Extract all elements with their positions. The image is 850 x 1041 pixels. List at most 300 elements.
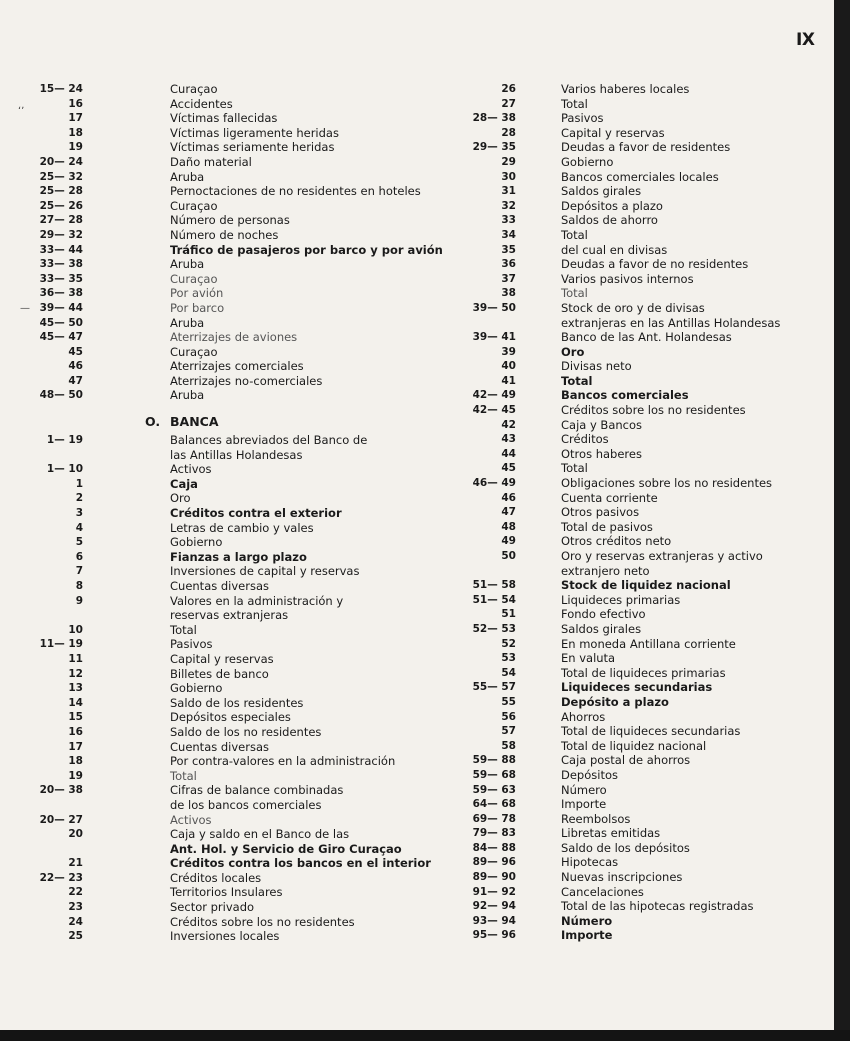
entry-text: Créditos contra el exterior	[170, 506, 342, 521]
entry-number: 69— 78	[472, 812, 516, 825]
entry-text: Número de noches	[170, 227, 279, 242]
entry-number: 45	[68, 345, 83, 358]
entry-text: Balances abreviados del Banco de	[170, 433, 368, 448]
entry-number: 14	[68, 696, 83, 709]
entry-text: Deudas a favor de no residentes	[561, 257, 749, 272]
index-entry	[440, 403, 834, 418]
entry-text: Activos	[170, 462, 212, 477]
index-entry	[0, 184, 440, 199]
entry-number: 79— 83	[472, 827, 516, 840]
index-entry	[440, 330, 834, 345]
entry-text: Total de pasivos	[561, 519, 653, 534]
entry-number: 6	[75, 550, 83, 563]
index-entry	[440, 724, 834, 739]
entry-number: 25	[68, 930, 83, 943]
margin-mark: ʻʼ	[18, 106, 25, 117]
entry-number: 47	[501, 506, 516, 519]
entry-text: Caja y Bancos	[561, 417, 643, 432]
index-entry	[440, 870, 834, 885]
entry-text: Número	[561, 913, 613, 928]
entry-number: 20	[68, 828, 83, 841]
entry-text: Oro y reservas extranjeras y activo	[561, 549, 763, 563]
entry-text: Pasivos	[170, 637, 213, 652]
index-entry	[0, 506, 440, 521]
right-column	[440, 82, 834, 943]
entry-text: Cifras de balance combinadas	[170, 783, 344, 798]
entry-number: 16	[68, 725, 83, 738]
index-entry	[0, 900, 440, 915]
entry-text: Saldo de los residentes	[170, 695, 304, 710]
entry-number: 42— 45	[472, 404, 516, 417]
entry-text: Total	[170, 622, 197, 637]
index-entry	[0, 521, 440, 536]
entry-number: 20— 27	[39, 813, 83, 826]
entry-text: Deudas a favor de residentes	[561, 140, 731, 155]
entry-text: Activos	[170, 812, 212, 827]
entry-text: Bancos comerciales	[561, 388, 689, 403]
entry-number: 5	[75, 536, 83, 549]
entry-number: 47	[68, 374, 83, 387]
entry-text: Créditos contra los bancos en el interior	[170, 856, 431, 871]
entry-number: 51— 54	[472, 593, 516, 606]
index-entry	[440, 841, 834, 856]
entry-number: 38	[501, 287, 516, 300]
index-entry	[440, 97, 834, 112]
index-entry	[0, 111, 440, 126]
section-heading	[0, 414, 440, 429]
entry-number: 29— 32	[39, 228, 83, 241]
entry-number: 49	[501, 535, 516, 548]
entry-number: 46	[501, 491, 516, 504]
index-entry	[440, 272, 834, 287]
entry-number: 84— 88	[472, 841, 516, 854]
index-entry	[0, 579, 440, 594]
entry-text: Depósitos especiales	[170, 710, 291, 725]
entry-number: 36	[501, 258, 516, 271]
left-column	[0, 82, 443, 944]
index-entry	[440, 155, 834, 170]
index-entry	[440, 213, 834, 228]
entry-text: Fianzas a largo plazo	[170, 549, 307, 564]
entry-text: Cuentas diversas	[170, 739, 270, 754]
entry-number: 35	[501, 243, 516, 256]
index-entry	[440, 170, 834, 185]
entry-number: 18	[68, 755, 83, 768]
entry-text: Total	[561, 227, 588, 242]
index-entry	[440, 286, 834, 301]
entry-text: Sector privado	[170, 900, 255, 915]
entry-number: 17	[68, 112, 83, 125]
index-entry	[440, 783, 834, 798]
entry-text: Hipotecas	[561, 855, 619, 870]
index-entry	[0, 301, 440, 316]
entry-number: 45— 47	[39, 331, 83, 344]
index-entry	[0, 448, 440, 463]
entry-text: Fondo efectivo	[561, 607, 646, 622]
entry-number: 8	[75, 580, 83, 592]
entry-number: 2	[75, 492, 83, 505]
entry-number: 46— 49	[472, 477, 516, 490]
entry-number: 26	[501, 83, 516, 95]
entry-number: 92— 94	[472, 900, 516, 913]
index-entry	[0, 769, 440, 784]
entry-number: 89— 90	[472, 871, 516, 884]
index-entry	[0, 652, 440, 667]
index-entry	[0, 286, 440, 301]
entry-number: 1— 10	[46, 463, 83, 476]
index-entry	[0, 885, 440, 900]
entry-number: 15	[68, 711, 83, 724]
entry-text: Total de liquideces primarias	[561, 665, 726, 680]
entry-number: 37	[501, 272, 516, 285]
entry-text: Curaçao	[170, 82, 218, 96]
entry-number: 64— 68	[472, 798, 516, 811]
index-entry	[440, 476, 834, 491]
index-entry	[440, 491, 834, 506]
index-entry	[0, 199, 440, 214]
index-entry	[0, 740, 440, 755]
entry-text: Letras de cambio y vales	[170, 520, 314, 535]
entry-number: 24	[68, 915, 83, 928]
index-entry	[0, 477, 440, 492]
entry-text: Varios haberes locales	[561, 82, 690, 96]
index-entry	[0, 696, 440, 711]
entry-text: Daño material	[170, 154, 252, 169]
entry-number: 59— 68	[472, 768, 516, 781]
entry-number: 52— 53	[472, 622, 516, 635]
entry-number: 44	[501, 447, 516, 460]
entry-number: 54	[501, 666, 516, 679]
index-entry	[440, 578, 834, 593]
entry-number: 20— 38	[39, 784, 83, 797]
index-entry	[0, 272, 440, 287]
index-entry	[440, 418, 834, 433]
index-entry	[440, 899, 834, 914]
entry-text: extranjeras en las Antillas Holandesas	[561, 315, 781, 330]
entry-text: Pasivos	[561, 111, 604, 126]
entry-number: 21	[68, 857, 83, 870]
entry-text: Total	[170, 768, 197, 783]
entry-text: Número de personas	[170, 213, 290, 228]
entry-text: Saldo de los depósitos	[561, 840, 690, 855]
entry-text: Víctimas ligeramente heridas	[170, 125, 339, 140]
index-entry	[440, 710, 834, 725]
index-entry	[0, 433, 440, 448]
entry-number: 20— 24	[39, 155, 83, 168]
entry-number: 93— 94	[472, 914, 516, 927]
entry-number: 29	[501, 155, 516, 168]
index-entry	[440, 199, 834, 214]
index-entry	[0, 608, 440, 623]
entry-text: Total de las hipotecas registradas	[561, 899, 754, 914]
index-entry	[0, 97, 440, 112]
entry-text: Por avión	[170, 286, 224, 301]
index-entry	[0, 827, 440, 842]
index-entry	[0, 140, 440, 155]
entry-text: Capital y reservas	[170, 651, 274, 666]
index-entry	[440, 855, 834, 870]
index-entry	[440, 257, 834, 272]
entry-number: 52	[501, 637, 516, 650]
entry-text: Stock de oro y de divisas	[561, 300, 705, 315]
entry-text: Billetes de banco	[170, 666, 269, 681]
entry-text: Aterrizajes no-comerciales	[170, 373, 323, 388]
scan-edge-bottom	[0, 1030, 850, 1041]
entry-text: Varios pasivos internos	[561, 271, 694, 286]
entry-text: Inversiones locales	[170, 929, 280, 944]
index-entry	[0, 681, 440, 696]
index-entry	[440, 753, 834, 768]
index-entry	[440, 739, 834, 754]
entry-number: 22	[68, 886, 83, 899]
entry-text: Aruba	[170, 315, 205, 330]
index-entry	[0, 155, 440, 170]
index-entry	[440, 243, 834, 258]
index-entry	[0, 257, 440, 272]
entry-text: Caja	[170, 476, 198, 491]
entry-number: 23	[68, 901, 83, 914]
entry-number: 91— 92	[472, 885, 516, 898]
index-entry	[0, 491, 440, 506]
entry-number: 41	[501, 374, 516, 387]
entry-text: Depósitos a plazo	[561, 198, 663, 213]
entry-number: 34	[501, 228, 516, 241]
entry-text: En moneda Antillana corriente	[561, 636, 736, 651]
entry-text: Víctimas seriamente heridas	[170, 140, 335, 155]
entry-number: 33— 35	[39, 272, 83, 285]
index-entry	[440, 228, 834, 243]
entry-number: 11	[68, 652, 83, 665]
entry-text: extranjero neto	[561, 563, 650, 578]
entry-number: 40	[501, 360, 516, 373]
entry-number: 7	[75, 565, 83, 578]
index-entry	[440, 564, 834, 579]
index-entry	[0, 754, 440, 769]
entry-number: 12	[68, 667, 83, 680]
index-entry	[0, 374, 440, 389]
index-entry	[440, 666, 834, 681]
entry-text: Créditos sobre los no residentes	[170, 914, 355, 929]
entry-number: 17	[68, 740, 83, 753]
entry-number: 43	[501, 433, 516, 446]
entry-text: Ant. Hol. y Servicio de Giro Curaçao	[170, 841, 402, 856]
index-entry	[0, 798, 440, 813]
entry-text: Total de liquidez nacional	[561, 738, 707, 753]
entry-text: de los bancos comerciales	[170, 797, 322, 812]
entry-number: 59— 88	[472, 754, 516, 767]
index-entry	[440, 914, 834, 929]
index-entry	[440, 316, 834, 331]
entry-text: Aterrizajes de aviones	[170, 330, 298, 345]
index-entry	[0, 637, 440, 652]
entry-text: Divisas neto	[561, 359, 632, 374]
entry-number: 1	[75, 477, 83, 490]
entry-number: 15— 24	[39, 83, 83, 95]
entry-text: Víctimas fallecidas	[170, 111, 278, 126]
entry-text: Otros pasivos	[561, 505, 640, 520]
entry-number: 28— 38	[472, 112, 516, 125]
entry-number: 10	[68, 623, 83, 636]
entry-text: Total de liquideces secundarias	[561, 724, 741, 739]
entry-text: Caja y saldo en el Banco de las	[170, 827, 350, 842]
entry-number: 33— 38	[39, 258, 83, 271]
index-entry	[440, 301, 834, 316]
left-group-banca	[0, 433, 440, 944]
entry-number: 27	[501, 97, 516, 110]
entry-number: 32	[501, 199, 516, 212]
index-entry	[440, 359, 834, 374]
index-entry	[0, 535, 440, 550]
entry-text: Curaçao	[170, 198, 218, 213]
entry-number: 28	[501, 126, 516, 139]
entry-text: Bancos comerciales locales	[561, 169, 719, 184]
entry-text: Nuevas inscripciones	[561, 870, 683, 885]
entry-text: Total	[561, 96, 588, 111]
entry-text: Aruba	[170, 388, 205, 403]
index-entry	[0, 126, 440, 141]
index-entry	[440, 461, 834, 476]
entry-text: Importe	[561, 797, 607, 812]
entry-number: 31	[501, 185, 516, 198]
entry-text: Territorios Insulares	[170, 885, 283, 900]
entry-text: Otros créditos neto	[561, 534, 672, 549]
page-number: IX	[796, 30, 815, 50]
scan-edge-right	[834, 0, 850, 1041]
entry-number: 22— 23	[39, 871, 83, 884]
entry-text: Por contra-valores en la administración	[170, 754, 396, 769]
entry-number: 48— 50	[39, 389, 83, 402]
entry-number: 25— 28	[39, 185, 83, 198]
entry-number: 11— 19	[39, 638, 83, 651]
entry-number: 39— 41	[472, 331, 516, 344]
entry-text: las Antillas Holandesas	[170, 447, 303, 462]
entry-text: Saldos de ahorro	[561, 213, 658, 228]
entry-text: Liquideces primarias	[561, 592, 681, 607]
index-entry	[0, 170, 440, 185]
entry-number: 27— 28	[39, 214, 83, 227]
index-entry	[440, 695, 834, 710]
entry-number: 59— 63	[472, 783, 516, 796]
index-entry	[0, 388, 440, 403]
index-entry	[440, 505, 834, 520]
entry-number: 9	[75, 594, 83, 607]
entry-text: Caja postal de ahorros	[561, 753, 691, 768]
index-entry	[0, 564, 440, 579]
index-entry	[440, 885, 834, 900]
entry-text: Depósito a plazo	[561, 694, 669, 709]
left-group-transport	[0, 82, 443, 403]
entry-text: Ahorros	[561, 709, 606, 724]
entry-number: 25— 32	[39, 170, 83, 183]
entry-text: Banco de las Ant. Holandesas	[561, 330, 732, 345]
entry-number: 18	[68, 126, 83, 139]
entry-text: Gobierno	[561, 154, 614, 169]
index-entry	[0, 813, 440, 828]
index-entry	[0, 842, 440, 857]
entry-text: Saldo de los no residentes	[170, 724, 322, 739]
index-entry	[0, 856, 440, 871]
section-code: O.	[145, 414, 161, 430]
entry-number: 45	[501, 462, 516, 475]
index-entry	[0, 725, 440, 740]
entry-number: 19	[68, 769, 83, 782]
index-entry	[440, 111, 834, 126]
entry-number: 50	[501, 550, 516, 562]
entry-text: Importe	[561, 928, 613, 943]
index-entry	[0, 871, 440, 886]
entry-number: 19	[68, 141, 83, 154]
entry-text: Aruba	[170, 169, 205, 184]
index-entry	[440, 593, 834, 608]
entry-text: Capital y reservas	[561, 125, 665, 140]
entry-text: Curaçao	[170, 344, 218, 359]
entry-text: reservas extranjeras	[170, 608, 289, 623]
entry-number: 39— 50	[472, 301, 516, 314]
entry-text: Tráfico de pasajeros por barco y por avión	[170, 242, 443, 257]
index-entry	[440, 680, 834, 695]
entry-text: Total	[561, 286, 588, 301]
entry-text: Inversiones de capital y reservas	[170, 564, 360, 579]
entry-text: Aruba	[170, 257, 205, 272]
index-entry	[440, 637, 834, 652]
index-entry	[440, 140, 834, 155]
entry-text: Stock de liquidez nacional	[561, 578, 731, 593]
entry-text: Cuenta corriente	[561, 490, 658, 505]
entry-text: Saldos girales	[561, 621, 642, 636]
entry-text: del cual en divisas	[561, 242, 668, 257]
index-entry	[440, 549, 834, 564]
index-entry	[0, 345, 440, 360]
entry-text: Total	[561, 373, 593, 388]
section-title: BANCA	[170, 414, 219, 430]
index-entry	[440, 534, 834, 549]
entry-text: Cuentas diversas	[170, 579, 270, 593]
entry-text: Aterrizajes comerciales	[170, 359, 304, 374]
index-entry	[0, 623, 440, 638]
entry-text: Liquideces secundarias	[561, 680, 713, 695]
index-entry	[440, 388, 834, 403]
entry-text: Obligaciones sobre los no residentes	[561, 476, 773, 491]
entry-number: 48	[501, 520, 516, 533]
index-entry	[440, 520, 834, 535]
entry-text: Número	[561, 782, 607, 797]
entry-number: 95— 96	[472, 929, 516, 942]
entry-number: 53	[501, 652, 516, 665]
index-entry	[0, 359, 440, 374]
entry-number: 4	[75, 521, 83, 534]
entry-text: Saldos girales	[561, 184, 642, 199]
entry-text: En valuta	[561, 651, 616, 666]
index-entry	[0, 915, 440, 930]
entry-text: Gobierno	[170, 535, 223, 550]
index-entry	[440, 184, 834, 199]
index-entry	[440, 607, 834, 622]
index-entry	[0, 710, 440, 725]
index-entry	[440, 812, 834, 827]
index-entry	[0, 929, 440, 944]
index-entry	[0, 330, 440, 345]
entry-text: Por barco	[170, 300, 225, 315]
index-entry	[0, 462, 440, 477]
entry-text: Créditos	[561, 432, 609, 447]
entry-number: 33— 44	[39, 243, 83, 256]
entry-text: Oro	[561, 344, 585, 359]
entry-number: 42— 49	[472, 389, 516, 402]
entry-text: Reembolsos	[561, 811, 631, 826]
entry-text: Créditos locales	[170, 870, 262, 885]
index-entry	[440, 126, 834, 141]
entry-text: Depósitos	[561, 767, 618, 782]
